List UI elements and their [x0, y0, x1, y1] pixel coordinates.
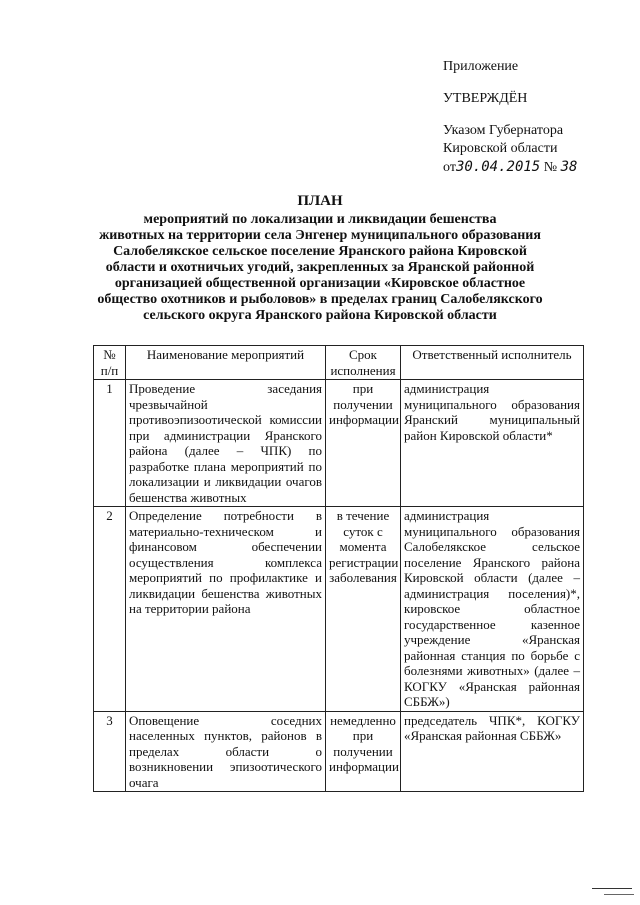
measures-table [93, 345, 584, 792]
subtitle-line: общество охотников и рыболовов» в пределах границ Салобелякского [97, 292, 543, 307]
decree-number: 38 [560, 159, 578, 175]
subtitle-line: сельского округа Яранского района Кировской области [143, 308, 497, 323]
decree-line-2: Кировской области [443, 141, 558, 156]
table-row [94, 380, 584, 507]
header-term: Срок исполнения [326, 346, 401, 380]
row-resp: администрация муниципального образования Салобелякское сельское поселение Яранского района Кировской области (далее – администрация поселения)*, кировское областное государственное казенное учреждение «Яранская районная станция по борьбе с болезнями животных» (далее – КОГКУ «Яранская районная СББЖ») [401, 507, 584, 712]
subtitle-line: Салобелякское сельское поселение Яранского района Кировской [113, 244, 527, 259]
scan-mark [604, 894, 634, 895]
row-resp: администрация муниципального образования Яранский муниципальный район Кировской области* [401, 380, 584, 507]
header-name: Наименование мероприятий [126, 346, 326, 380]
subtitle-line: области и охотничьих угодий, закрепленных за Яранской районной [105, 260, 535, 275]
row-name: Оповещение соседних населенных пунктов, районов в пределах области о возникновении эпизоотического очага [126, 711, 326, 792]
subtitle-line: мероприятий по локализации и ликвидации бешенства [143, 212, 497, 227]
row-resp: председатель ЧПК*, КОГКУ «Яранская районная СББЖ» [401, 711, 584, 792]
approved-label: УТВЕРЖДЁН [443, 91, 528, 106]
decree-date-line [443, 158, 633, 177]
row-name: Проведение заседания чрезвычайной противоэпизоотической комиссии при администрации Яранского района (далее – ЧПК) по разработке плана мероприятий по локализации и ликвидации очагов бешенства животных [126, 380, 326, 507]
row-num: 1 [94, 380, 126, 507]
subtitle-line: организацией общественной организации «Кировское областное [114, 276, 526, 291]
scan-mark [592, 888, 632, 889]
row-name: Определение потребности в материально-техническом и финансовом обеспечении осуществления комплекса мероприятий по профилактике и ликвидации бешенства животных на территории района [126, 507, 326, 712]
subtitle-line: животных на территории села Энгенер муниципального образования [99, 228, 541, 243]
table-row [94, 507, 584, 712]
row-term: при получении информации [326, 380, 401, 507]
document-subtitle [75, 212, 565, 324]
header-num: № п/п [94, 346, 126, 380]
row-term: в течение суток с момента регистрации заболевания [326, 507, 401, 712]
date-prefix: от [443, 160, 456, 175]
approval-block [443, 58, 633, 177]
row-num: 2 [94, 507, 126, 712]
row-term: немедленно при получении информации [326, 711, 401, 792]
document-title: ПЛАН [297, 193, 343, 209]
table-header-row [94, 346, 584, 380]
row-num: 3 [94, 711, 126, 792]
decree-line-1: Указом Губернатора [443, 123, 564, 138]
number-sign: № [543, 160, 558, 175]
table-row [94, 711, 584, 792]
decree-date: 30.04.2015 [455, 159, 541, 175]
appendix-label: Приложение [443, 59, 519, 74]
header-resp: Ответственный исполнитель [401, 346, 584, 380]
